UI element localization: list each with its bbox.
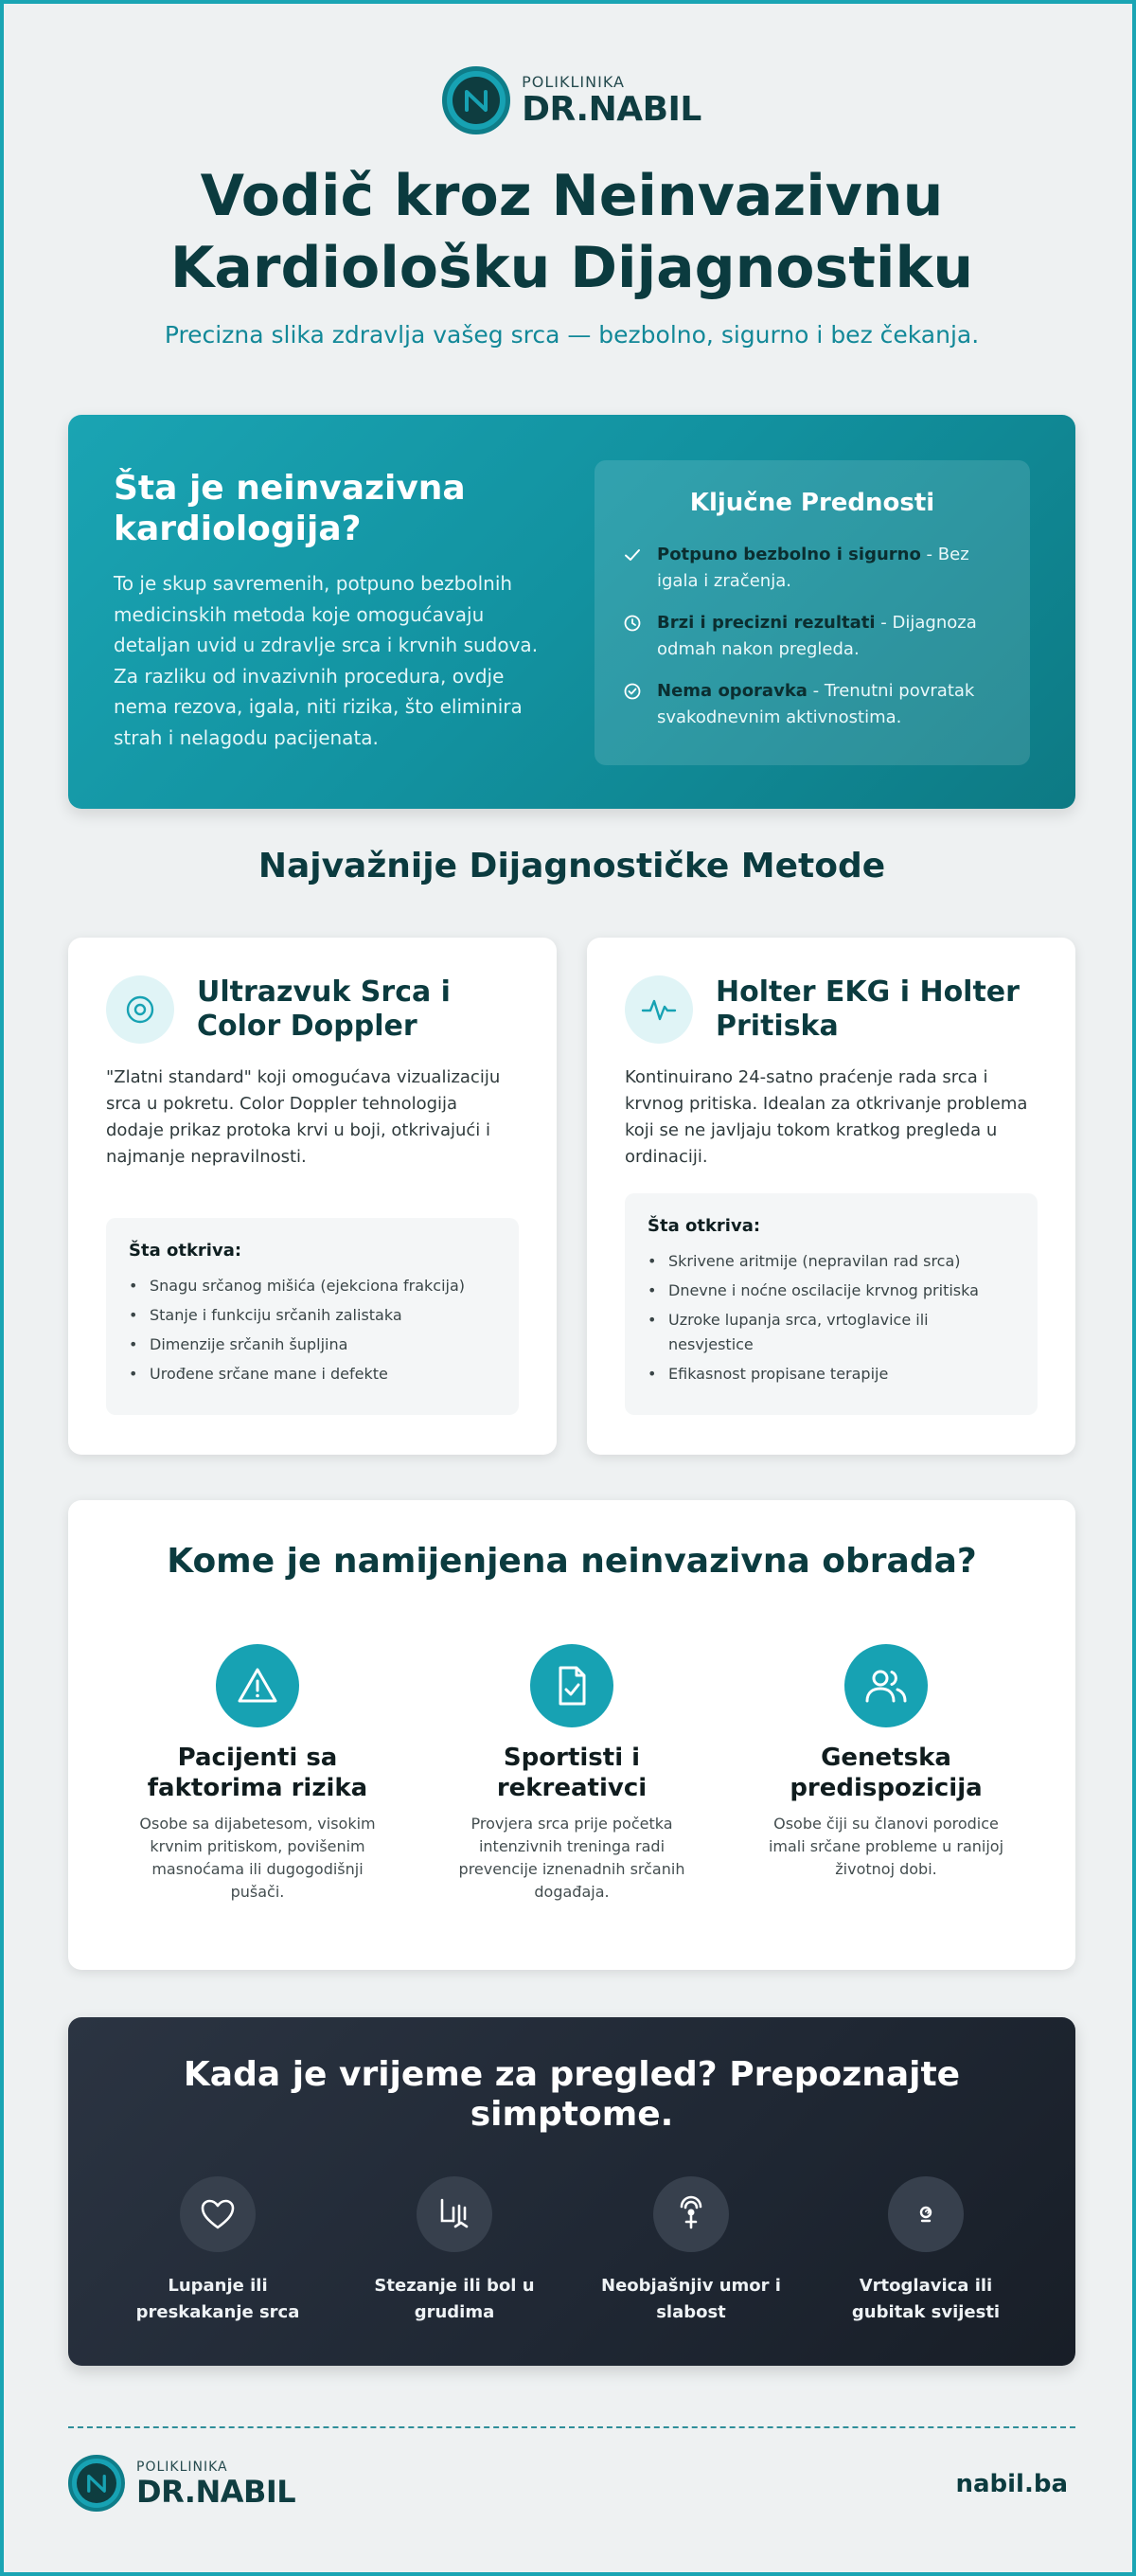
heart-icon [180, 2176, 256, 2252]
symptom-label: Neobjašnjiv umor i slabost [601, 2276, 781, 2322]
audience-item-title: Genetska predispozicija [790, 1744, 983, 1802]
audience-item-risk [125, 1644, 390, 1904]
page-title [4, 160, 1136, 304]
clock-icon [623, 614, 642, 663]
symptoms-card [68, 2017, 1075, 2366]
list-item: • Dimenzije srčanih šupljina [129, 1333, 496, 1357]
advantage-bold: Potpuno bezbolno i sigurno [657, 545, 921, 564]
advantages-title: Ključne Prednosti [689, 489, 935, 517]
symptom-label: Lupanje ili preskakanje srca [135, 2276, 300, 2322]
symptom-item [350, 2176, 559, 2326]
symptom-item [587, 2176, 795, 2326]
check-icon [623, 546, 642, 595]
logo-big-text: DR.NABIL [522, 89, 701, 129]
logo-emblem-icon [68, 2455, 125, 2512]
method-card-ultrasound [68, 938, 557, 1455]
intro-heading: Šta je neinvazivna kardiologija? [114, 469, 466, 548]
method-title: Holter EKG i Holter Pritiska [716, 975, 1020, 1043]
footer-brand-logo[interactable] [68, 2455, 295, 2512]
detects-box [625, 1193, 1038, 1415]
ultrasound-target-icon [106, 975, 174, 1044]
audience-card [68, 1500, 1075, 1970]
page-title-line-2: Kardiološku Dijagnostiku [169, 235, 974, 301]
fatigue-icon [653, 2176, 729, 2252]
list-item: • Dnevne i noćne oscilacije krvnog pritiska [648, 1279, 1015, 1303]
audience-item-title: Sportisti i rekreativci [496, 1744, 648, 1802]
list-item: • Uzroke lupanja srca, vrtoglavice ili nesvjestice [648, 1308, 1015, 1357]
intro-hero-card [68, 415, 1075, 809]
website-link[interactable]: nabil.ba [955, 2470, 1068, 2498]
method-card-holter [587, 938, 1075, 1455]
advantages-box [595, 460, 1030, 765]
warning-triangle-icon [216, 1644, 299, 1727]
audience-item-genetic [754, 1644, 1019, 1881]
method-title: Ultrazvuk Srca i Color Doppler [197, 975, 451, 1043]
detects-list [129, 1274, 496, 1386]
logo-small-text: POLIKLINIKA [136, 2459, 228, 2475]
intro-text: To je skup savremenih, potpuno bezbolnih medicinskih metoda koje omogućavaju detaljan uvid u zdravlje srca i krvnih sudova. Za razliku od invazivnih procedura, ovdje nema rezova, igala, niti rizika, što eliminira strah i nelagodu pacijenata. [114, 572, 539, 749]
detects-label: Šta otkriva: [129, 1241, 242, 1261]
family-users-icon [844, 1644, 928, 1727]
method-description: "Zlatni standard" koji omogućava vizualizaciju srca u pokretu. Color Doppler tehnologija dodaje prikaz protoka krvi u boji, otkrivajući i najmanje nepravilnosti. [106, 1067, 501, 1167]
heartbeat-pulse-icon [625, 975, 693, 1044]
detects-list [648, 1249, 1015, 1386]
list-item: • Skrivene aritmije (nepravilan rad srca) [648, 1249, 1015, 1274]
audience-title: Kome je namijenjena neinvazivna obrada? [167, 1542, 977, 1581]
symptom-item [822, 2176, 1030, 2326]
advantage-text: - Trenutni povratak svakodnevnim aktivnostima. [657, 681, 975, 727]
list-item: • Efikasnost propisane terapije [648, 1362, 1015, 1386]
methods-section-title: Najvažnije Dijagnostičke Metode [257, 847, 886, 886]
symptom-label: Stezanje ili bol u grudima [374, 2276, 535, 2322]
detects-box [106, 1218, 519, 1415]
method-description: Kontinuirano 24-satno praćenje rada srca i krvnog pritiska. Idealan za otkrivanje problema koji se ne javljaju tokom kratkog pregleda u ordinaciji. [625, 1067, 1028, 1167]
dizziness-icon [888, 2176, 964, 2252]
advantage-item [623, 542, 1011, 595]
advantage-text: - Dijagnoza odmah nakon pregleda. [657, 613, 977, 659]
list-item: • Urođene srčane mane i defekte [129, 1362, 496, 1386]
clipboard-check-icon [530, 1644, 613, 1727]
advantage-item [623, 610, 1011, 663]
advantage-text: - Bez igala i zračenja. [657, 545, 969, 591]
list-item: • Stanje i funkciju srčanih zalistaka [129, 1303, 496, 1328]
logo-emblem-icon [442, 66, 510, 134]
check-circle-icon [623, 682, 642, 731]
detects-label: Šta otkriva: [648, 1216, 761, 1236]
chest-pain-icon [417, 2176, 492, 2252]
symptom-label: Vrtoglavica ili gubitak svijesti [851, 2276, 1001, 2322]
footer-divider [68, 2426, 1075, 2428]
symptom-item [114, 2176, 322, 2326]
audience-item-athletes [439, 1644, 704, 1904]
list-item: • Snagu srčanog mišića (ejekciona frakcija) [129, 1274, 496, 1298]
advantage-bold: Brzi i precizni rezultati [657, 613, 876, 633]
logo-small-text: POLIKLINIKA [522, 72, 625, 91]
page-subtitle: Precizna slika zdravlja vašeg srca — bezbolno, sigurno i bez čekanja. [164, 321, 980, 349]
audience-item-text: Osobe čiji su članovi porodice imali srčane probleme u ranijoj životnoj dobi. [768, 1815, 1004, 1878]
audience-item-text: Provjera srca prije početka intenzivnih treninga radi prevencije iznenadnih srčanih događaja. [458, 1815, 685, 1901]
page-title-line-1: Vodič kroz Neinvazivnu [200, 163, 944, 229]
logo-big-text: DR.NABIL [136, 2473, 296, 2510]
symptoms-title: Kada je vrijeme za pregled? Prepoznajte simptome. [183, 2055, 961, 2134]
advantage-item [623, 678, 1011, 731]
audience-item-text: Osobe sa dijabetesom, visokim krvnim pritiskom, povišenim masnoćama ili dugogodišnji pušači. [139, 1815, 376, 1901]
brand-logo[interactable] [4, 66, 1136, 134]
audience-item-title: Pacijenti sa faktorima rizika [147, 1744, 368, 1802]
advantage-bold: Nema oporavka [657, 681, 808, 701]
